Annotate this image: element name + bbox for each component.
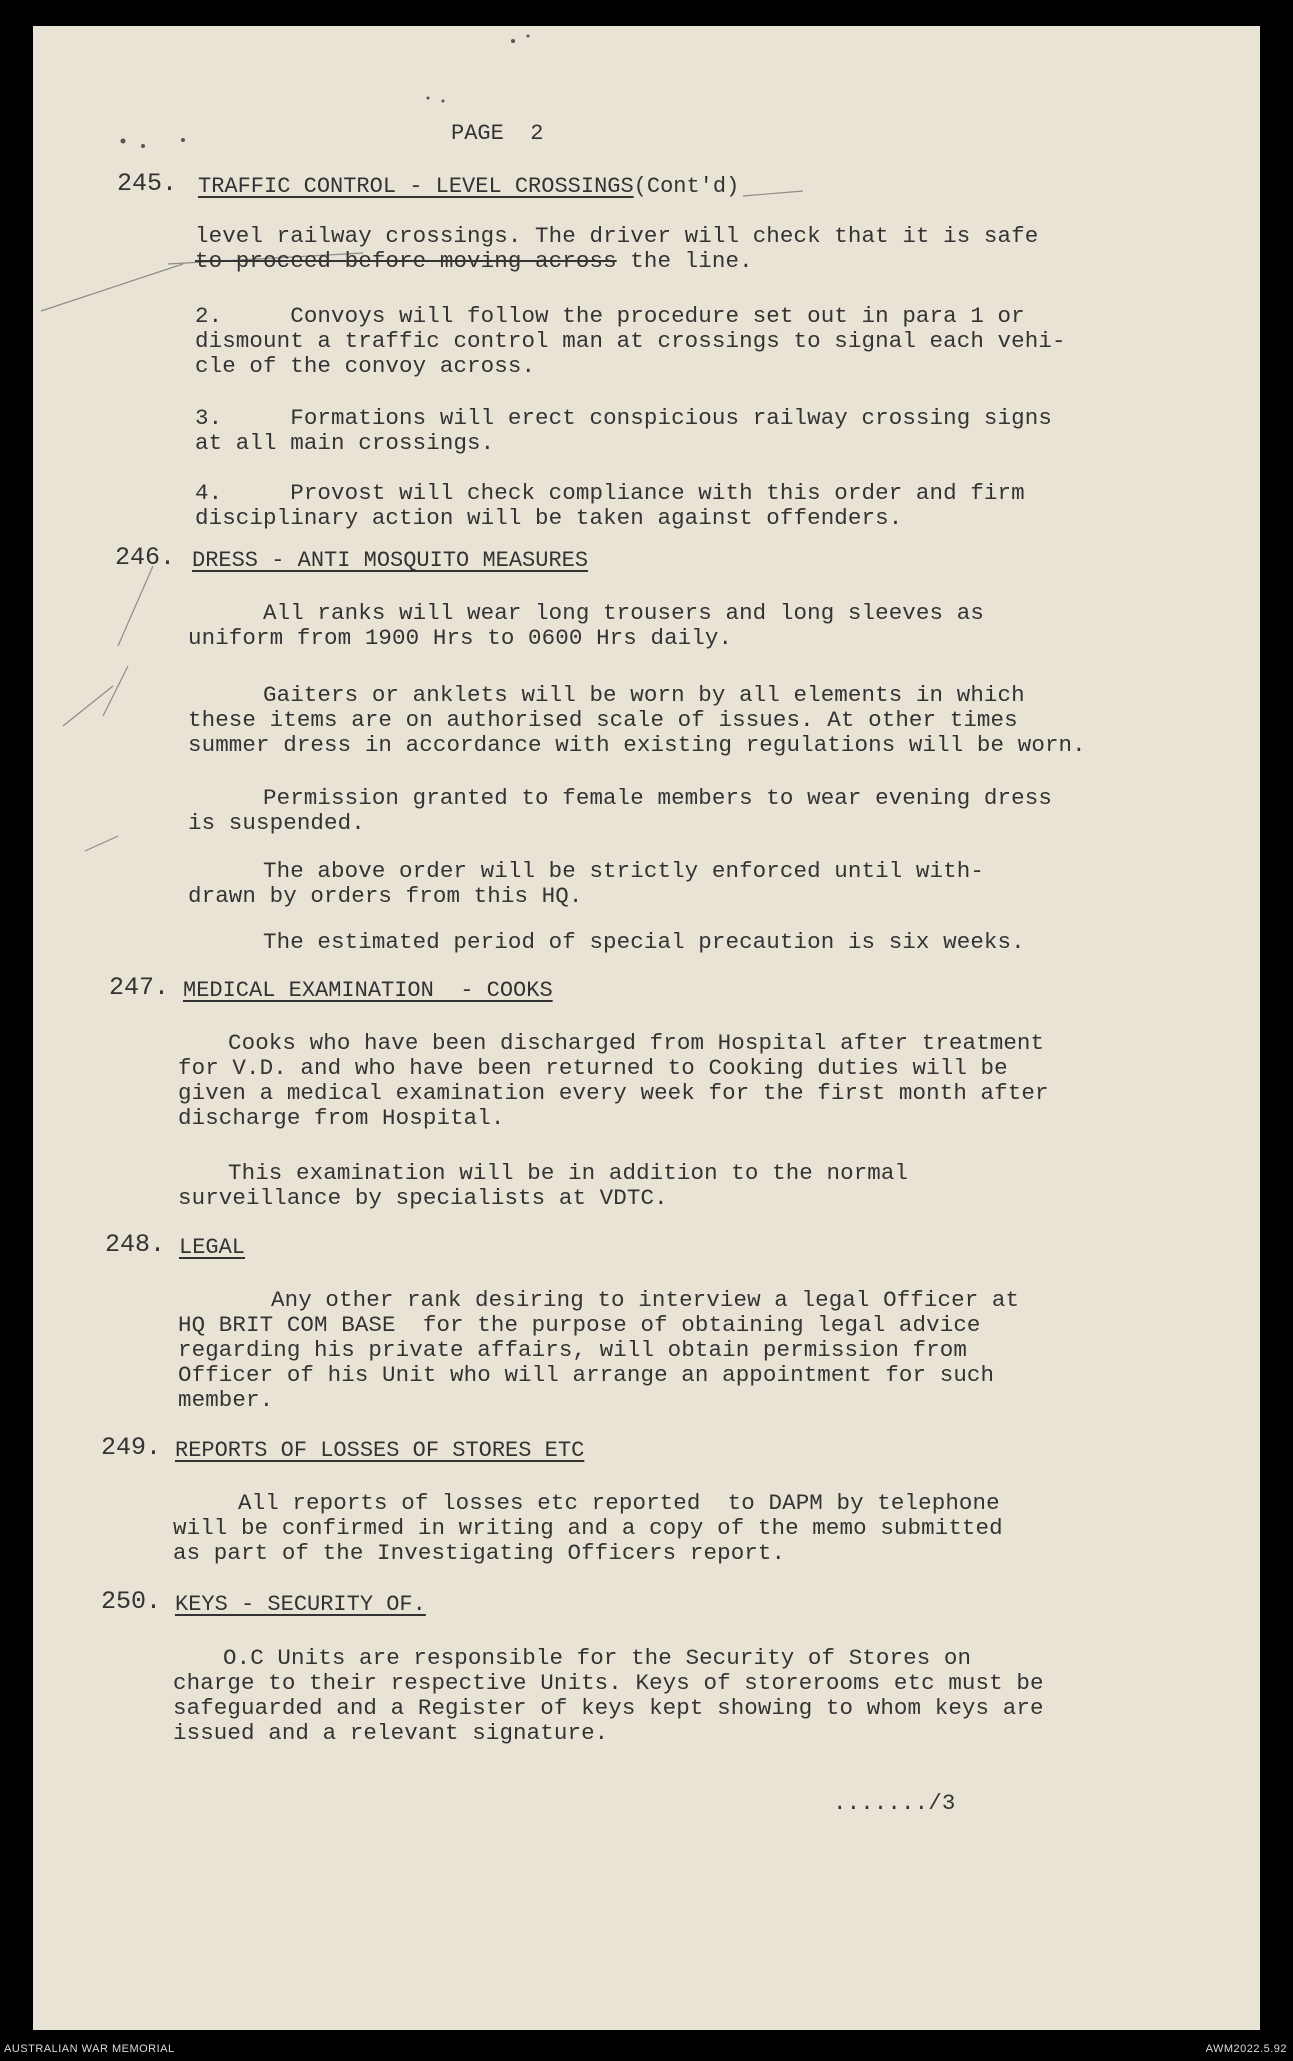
text-line: disciplinary action will be taken against offenders. <box>195 505 903 531</box>
section-heading-249 <box>175 1438 584 1464</box>
text-line: All reports of losses etc reported to DAPM by telephone <box>238 1490 1000 1516</box>
text-line: Permission granted to female members to wear evening dress <box>263 785 1052 811</box>
heading-text: REPORTS OF LOSSES OF STORES ETC <box>175 1438 585 1463</box>
text-line: HQ BRIT COM BASE for the purpose of obtaining legal advice <box>178 1312 981 1338</box>
text-line: drawn by orders from this HQ. <box>188 883 583 909</box>
text-line: discharge from Hospital. <box>178 1105 505 1131</box>
footer-reference: AWM2022.5.92 <box>1205 2043 1287 2055</box>
section-heading-247 <box>183 978 553 1004</box>
text-line: uniform from 1900 Hrs to 0600 Hrs daily. <box>188 625 733 651</box>
text-line: Any other rank desiring to interview a legal Officer at <box>271 1287 1020 1313</box>
text-line: at all main crossings. <box>195 430 495 456</box>
text-line: is suspended. <box>188 810 365 836</box>
section-heading-246 <box>192 548 588 574</box>
text-line: cle of the convoy across. <box>195 353 536 379</box>
section-number-245: 245. <box>117 169 178 198</box>
text-line: All ranks will wear long trousers and long sleeves as <box>263 600 984 626</box>
section-number-247: 247. <box>109 973 170 1002</box>
text-line: 3. Formations will erect conspicious railway crossing signs <box>195 405 1052 431</box>
text-line: Officer of his Unit who will arrange an appointment for such <box>178 1362 995 1388</box>
text-line: 2. Convoys will follow the procedure set out in para 1 or <box>195 303 1025 329</box>
text-line: will be confirmed in writing and a copy of the memo submitted <box>173 1515 1003 1541</box>
section-number-249: 249. <box>101 1433 162 1462</box>
text-fragment: the line. <box>616 248 753 274</box>
text-line: The estimated period of special precaution is six weeks. <box>263 929 1025 955</box>
section-number-246: 246. <box>115 543 176 572</box>
section-number-250: 250. <box>101 1587 162 1616</box>
text-line: 4. Provost will check compliance with this order and firm <box>195 480 1025 506</box>
text-line: summer dress in accordance with existing regulations will be worn. <box>188 732 1086 758</box>
text-line: The above order will be strictly enforced until with- <box>263 858 984 884</box>
heading-text: LEGAL <box>179 1235 246 1260</box>
section-number-248: 248. <box>105 1230 166 1259</box>
text-line: charge to their respective Units. Keys of storerooms etc must be <box>173 1670 1044 1696</box>
text-line: given a medical examination every week for the first month after <box>178 1080 1049 1106</box>
section-heading-250 <box>175 1592 426 1618</box>
text-line: surveillance by specialists at VDTC. <box>178 1185 668 1211</box>
text-line: as part of the Investigating Officers report. <box>173 1540 786 1566</box>
text-line: dismount a traffic control man at crossings to signal each vehi- <box>195 328 1066 354</box>
text-line: for V.D. and who have been returned to Cooking duties will be <box>178 1055 1008 1081</box>
text-line: regarding his private affairs, will obtain permission from <box>178 1337 967 1363</box>
heading-suffix: (Cont'd) <box>633 174 740 199</box>
text-line: Gaiters or anklets will be worn by all elements in which <box>263 682 1025 708</box>
footer-credit: AUSTRALIAN WAR MEMORIAL <box>4 2043 175 2055</box>
section-heading-248 <box>179 1235 245 1261</box>
text-line: Cooks who have been discharged from Hospital after treatment <box>228 1030 1045 1056</box>
text-line <box>195 249 753 274</box>
text-line: member. <box>178 1387 274 1413</box>
document-page <box>33 26 1260 2030</box>
text-line: This examination will be in addition to the normal <box>228 1160 909 1186</box>
section-heading-245 <box>198 174 739 200</box>
text-line: issued and a relevant signature. <box>173 1720 609 1746</box>
text-line: level railway crossings. The driver will check that it is safe <box>195 223 1039 249</box>
struck-text: to proceed before moving across <box>195 248 617 274</box>
text-line: safeguarded and a Register of keys kept showing to whom keys are <box>173 1695 1044 1721</box>
text-line: O.C Units are responsible for the Security of Stores on <box>223 1645 972 1671</box>
page-title: PAGE 2 <box>451 121 544 146</box>
continuation-marker: ......./3 <box>833 1790 956 1816</box>
heading-text: DRESS - ANTI MOSQUITO MEASURES <box>192 548 589 573</box>
heading-text: KEYS - SECURITY OF. <box>175 1592 426 1617</box>
heading-text: TRAFFIC CONTROL - LEVEL CROSSINGS <box>198 174 634 199</box>
text-line: these items are on authorised scale of issues. At other times <box>188 707 1018 733</box>
heading-text: MEDICAL EXAMINATION - COOKS <box>183 978 553 1003</box>
